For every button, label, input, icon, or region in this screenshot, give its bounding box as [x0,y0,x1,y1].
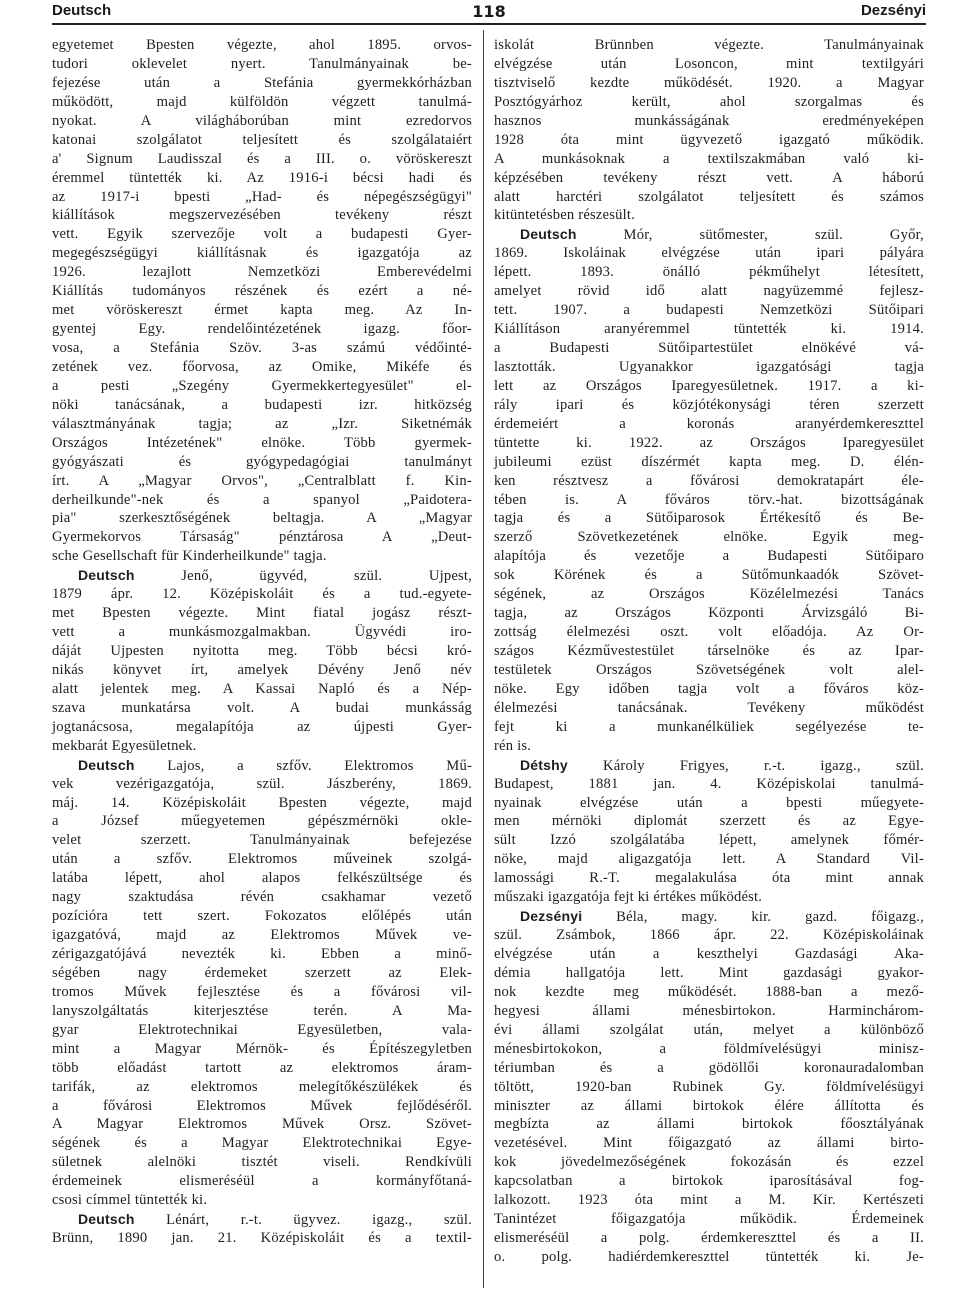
text-line [52,907,472,926]
text-line [52,74,472,93]
text-line [52,55,472,74]
text-line [52,150,472,169]
running-header [52,2,926,24]
text-line [494,1210,924,1229]
text-line [494,1040,924,1059]
entry-name: Dezsényi [520,908,583,925]
text-line [494,566,924,585]
line-text: szül. Zsámbok, 1866 ápr. 22. Középiskoláinak [494,927,924,944]
text-line [494,699,924,718]
entry-name: Deutsch [78,756,135,773]
line-text: műszaki igazgatója fejt ki értékes működést. [494,889,763,906]
line-text: velet szerzett. Tanulmányainak befejezése [52,832,472,849]
line-text: met Bpesten végezte. Mint fiatal jogász részt- [52,605,472,622]
text-line [494,661,924,680]
line-text: men mérnöki diplomát szerzett és az Egye- [494,813,924,830]
line-text: tében is. A főváros törv.-hat. bizottságának [494,491,924,508]
text-line [494,509,924,528]
line-text: dáját Ujpesten nyitotta meg. Több bécsi kró- [52,643,472,659]
line-text: megegészségügyi kiállításnak és igazgatója az [52,245,472,262]
text-line [52,301,472,320]
line-text: érdemeiért a koronás aranyérdemkereszttel [494,415,924,432]
line-text: lalkozott. 1923 óta mint a M. Kir. Kertészeti [494,1192,924,1209]
text-line [52,831,472,850]
line-text: lépett. 1893. önálló pékműhelyt létesített, [494,264,924,281]
text-line [494,983,924,1002]
line-text: pia" szerkesztőségének beltagja. A „Magyar [52,510,472,527]
line-text: alapítója és vezetője a Budapesti Sütőiparo [494,548,924,565]
line-text: nagy szaktudása révén csakhamar vezető [52,889,472,906]
right-column [494,36,924,1267]
text-line [52,585,472,604]
line-text: zetének vez. főorvosa, az Omike, Mikéfe és [52,358,472,375]
line-text: Kiállítás tudományos részének és ezért a né- [52,283,472,300]
text-line [52,964,472,983]
text-line [494,585,924,604]
line-text: hegyesi állami ménesbirtokon. Harminchárom- [494,1002,924,1019]
line-text: 1869. Iskoláinak elvégzése után ipari pályára [494,245,924,262]
text-line [52,1097,472,1116]
text-line [52,888,472,907]
text-line [494,964,924,983]
text-line [52,491,472,510]
text-line [52,358,472,377]
line-text: Tanintézet főigazgatója működik. Érdemeinek [494,1211,924,1228]
text-line [494,472,924,491]
text-line [494,1021,924,1040]
line-text: tett. 1907. a budapesti Nemzetközi Sütőipari [494,302,924,319]
text-line [494,74,924,93]
line-text: után a szfőv. Elektromos műveinek szolgá- [52,851,472,868]
line-text: latába lépett, ahol alapos felkészültsége és [52,870,472,887]
text-line [52,756,472,775]
text-line [494,528,924,547]
text-line [494,339,924,358]
text-line [52,547,472,566]
line-text: ménesbirtokokon, a földmívelésügyi minisz- [494,1040,924,1057]
text-line [494,1248,924,1267]
line-text: gyentej Egy. rendelőintézetének igazg. főor- [52,321,472,338]
line-text: Lénárt, r.-t. ügyvez. igazg., szül. [134,1212,472,1229]
line-text: alatt harctéri szolgálatot teljesített és számos [494,188,924,205]
text-line [494,623,924,642]
line-text: Gyermekorvos Társaság" pénztárosa A „Deut- [52,529,472,546]
text-line [494,1002,924,1021]
line-text: met vöröskereszt érmet kapta meg. Az In- [52,302,472,319]
line-text: egyetemet Bpesten végezte, ahol 1895. orvos- [52,37,472,53]
line-text: nöke, majd aligazgatója lett. A Standard Vil- [494,851,924,868]
line-text: csosi címmel tüntették ki. [52,1192,208,1209]
text-line [52,623,472,642]
line-text: derheilkunde"-nek és a spanyol „Paidotera- [52,491,472,508]
text-line [52,131,472,150]
text-line [494,1153,924,1172]
line-text: éremmel tüntették ki. Az 1916-i bécsi hadi és [52,169,472,186]
line-text: nikás könyvet írt, amelyek Dévény Jenő név [52,661,472,678]
line-text: ségének és a Magyar Elektrotechnikai Egye- [52,1135,472,1152]
text-line [494,642,924,661]
text-line [52,36,472,55]
line-text: A munkásoknak a textilszakmában való ki- [494,150,924,167]
text-line [52,604,472,623]
line-text: hasznos munkásságának eredményeképen [494,112,924,129]
text-line [494,206,924,225]
text-line [494,36,924,55]
text-line [494,1229,924,1248]
text-line [52,983,472,1002]
text-line [494,1059,924,1078]
text-line [494,169,924,188]
line-text: mekbarát Egyesületnek. [52,737,197,754]
text-line [494,1078,924,1097]
line-text: képzésében tevékeny részt vett. A háború [494,169,924,186]
header-right-keyword: Dezsényi [860,2,926,19]
text-line [52,1002,472,1021]
text-line [494,320,924,339]
line-text: tüntette ki. 1922. az Országos Iparegyesület [494,434,924,451]
text-line [52,926,472,945]
text-line [494,831,924,850]
line-text: rén is. [494,737,532,754]
text-line [52,680,472,699]
text-line [52,453,472,472]
line-text: testületek Országos Szövetségének volt alel- [494,661,924,678]
line-text: tériumban és a gödöllői koronauradalomban [494,1059,924,1076]
line-text: lett az Országos Iparegyesületnek. 1917. a ki- [494,377,924,394]
line-text: tagja, az Országos Központi Árvizsgáló Bi- [494,605,924,622]
text-line [494,453,924,472]
entry-name: Deutsch [520,226,577,243]
line-text: élelmezési tanácsának. Tevékeny működést [494,699,924,716]
text-line [52,812,472,831]
text-line [52,434,472,453]
line-text: elvégzése után Losoncon, mint textilgyári [494,55,924,72]
line-text: 1926. lezajlott Nemzetközi Emberevédelmi [52,264,472,281]
text-line [52,415,472,434]
text-line [52,566,472,585]
text-line [494,301,924,320]
line-text: Béla, magy. kir. gazd. főigazg., [582,909,924,926]
text-line [494,131,924,150]
line-text: sült Izzó szolgálatába lépett, amelynek főmér- [494,832,924,849]
text-line [494,244,924,263]
text-line [52,1040,472,1059]
text-line [52,472,472,491]
line-text: 1928 óta mint ügyvezető igazgató működik. [494,131,924,148]
text-line [494,282,924,301]
text-line [52,1021,472,1040]
text-line [494,225,924,244]
line-text: nöki tanácsának, a budapesti izr. hitközség [52,396,472,413]
line-text: kok jövedelmezőségének fokozásán és ezzel [494,1154,924,1171]
text-line [494,491,924,510]
text-line [494,377,924,396]
text-line [52,794,472,813]
line-text: mint a Magyar Mérnök- és Építészegyletben [52,1040,472,1057]
text-line [52,396,472,415]
text-line [494,150,924,169]
line-text: Budapest, 1881 jan. 4. Középiskolai tanulmá- [494,775,924,792]
line-text: alatt jelentek meg. A Kassai Napló és a Nép- [52,680,472,697]
text-line [494,1191,924,1210]
text-line [494,396,924,415]
line-text: vek vezérigazgatója, szül. Jászberény, 1869. [52,775,472,792]
line-text: Mór, sütőmester, szül. Győr, [576,227,924,244]
line-text: 1879 ápr. 12. Középiskoláit és a tud.-egyete- [52,586,472,603]
line-text: miniszter az állami birtokok élére állította és [494,1097,924,1114]
text-line [494,1172,924,1191]
line-text: elismeréséül a polg. érdemkereszttel és a II. [494,1230,924,1247]
text-line [52,188,472,207]
text-line [52,775,472,794]
text-line [494,263,924,282]
text-line [52,869,472,888]
text-line [52,737,472,756]
line-text: évi állami szolgálat után, melyet a különböző [494,1021,924,1038]
text-line [52,339,472,358]
line-text: tisztviselő kezdte működését. 1920. a Magyar [494,74,924,91]
line-text: zottság élelmezési oszt. volt előadója. Az Or- [494,624,924,641]
text-line [52,945,472,964]
text-line [52,661,472,680]
line-text: vett. Egyik szervezője volt a budapesti Gyer- [52,226,472,243]
text-line [494,718,924,737]
text-line [52,263,472,282]
line-text: jogtanácsosa, megalapítója az újpesti Gyer- [52,718,472,735]
line-text: vett a munkásmozgalmakban. Ügyvédi iro- [52,624,472,641]
line-text: gyógyászati és gyógypedagógiai tanulmányt [52,453,472,470]
text-line [494,756,924,775]
text-line [52,282,472,301]
line-text: írt. A „Magyar Orvos", „Centralblatt f. Kin- [52,472,472,489]
text-line [52,1229,472,1248]
text-line [494,1115,924,1134]
line-text: szerző Szövetkezetének elnöke. Egyik meg- [494,529,924,546]
line-text: ségének, az Országos Közélelmezési Tanács [494,586,924,603]
line-text: a Budapesti Sütőipartestület elnökévé vá- [494,340,924,356]
line-text: Jenő, ügyvéd, szül. Ujpest, [134,568,472,585]
line-text: működött, majd külföldön végzett tanulmá- [52,93,472,110]
text-line [494,188,924,207]
line-text: démia hallgatója lett. Mint gazdasági gyakor- [494,964,924,981]
line-text: o. polg. hadiérdemkereszttel tüntették ki. Je- [494,1249,924,1265]
text-line [52,1115,472,1134]
text-line [494,604,924,623]
line-text: Kiállításon aranyéremmel tüntették ki. 1914. [494,321,924,338]
line-text: katonai szolgálatot teljesített és szolgálataiért [52,131,472,148]
text-line [494,93,924,112]
line-text: iskolát Brünnben végezte. Tanulmányainak [494,37,924,53]
line-text: a fővárosi Elektromos Művek fejlődéséről. [52,1097,472,1114]
text-line [52,718,472,737]
text-line [494,1134,924,1153]
left-column [52,36,472,1248]
text-line [494,888,924,907]
line-text: elvégzése után a keszthelyi Gazdasági Aka- [494,946,924,962]
line-text: Károly Frigyes, r.-t. igazg., szül. [567,757,924,774]
line-text: sche Gesellschaft für Kinderheilkunde" tagja. [52,548,327,565]
text-line [52,93,472,112]
line-text: Posztógyárhoz került, ahol szorgalmas és [494,93,924,110]
text-line [52,244,472,263]
text-line [494,112,924,131]
text-line [52,1172,472,1191]
text-line [52,1059,472,1078]
line-text: gyar Elektrotechnikai Egyesületben, vala- [52,1021,472,1038]
text-line [494,926,924,945]
line-text: Brünn, 1890 jan. 21. Középiskoláit és a textil- [52,1230,472,1247]
text-line [52,642,472,661]
line-text: több előadást tartott az elektromos áram- [52,1059,472,1076]
line-text: a pesti „Szegény Gyermekkertegyesület" el- [52,377,472,394]
line-text: fejezése után a Stefánia gyermekkórházban [52,74,472,91]
text-line [52,1191,472,1210]
line-text: tagja és a Sütőiparosok Értékesítő és Be- [494,510,924,527]
line-text: nyainak elvégzése után a bpesti műegyete- [494,794,924,811]
text-line [52,850,472,869]
text-line [52,1210,472,1229]
line-text: tudori oklevelet nyert. Tanulmányainak be- [52,55,472,72]
header-rule [52,23,926,25]
text-line [494,415,924,434]
line-text: érdemeinek elismeréséül a kormányfőtaná- [52,1173,472,1190]
line-text: a' Signum Laudisszal és a III. o. vöröskereszt [52,150,472,167]
line-text: Országos Intézetének" elnöke. Több gyermek- [52,434,472,451]
text-line [52,112,472,131]
line-text: igazgatóvá, majd az Elektromos Művek ve- [52,927,472,944]
text-line [494,434,924,453]
text-line [52,1153,472,1172]
line-text: nyokat. A világháborúban mint ezredorvos [52,112,472,129]
text-line [52,206,472,225]
text-line [494,680,924,699]
line-text: töltött, 1920-ban Rubinek Gy. földmívelésügyi [494,1078,924,1095]
text-line [52,509,472,528]
line-text: lanyszolgáltatás kiterjesztése terén. A Ma- [52,1002,472,1019]
line-text: szágos Kézművestestület társelnöke és az Ipar- [494,643,924,659]
line-text: ken résztvesz a fővárosi demokratapárt éle- [494,472,924,489]
text-line [494,55,924,74]
entry-name: Deutsch [78,1211,135,1228]
text-line [494,850,924,869]
line-text: kitüntetésben részesült. [494,207,635,224]
line-text: lasztották. Ugyanakkor igazgatósági tagja [494,358,924,375]
line-text: nok kezdte meg működését. 1888-ban a mező- [494,983,924,1000]
line-text: a József műegyetemen gépészmérnöki okle- [52,813,472,830]
text-line [52,169,472,188]
line-text: amelyet rövid idő alatt nagyüzemmé fejlesz- [494,283,924,300]
line-text: az 1917-i bpesti „Had- és népegészségügyi" [52,188,472,205]
line-text: kiállítások megszervezésében tevékeny részt [52,207,472,224]
line-text: ségében nagy érdemeket szerzett az Elek- [52,964,472,981]
line-text: rály ipari és közjótékonysági téren szerzett [494,396,924,413]
page-number: 118 [472,2,506,21]
line-text: sületnek alelnöki tisztét viseli. Rendkívüli [52,1154,472,1171]
line-text: Lajos, a szfőv. Elektromos Mű- [134,757,472,774]
line-text: vezetésével. Mint főigazgató az állami birto- [494,1135,924,1152]
line-text: tarifák, az elektromos melegítőkészülékek és [52,1078,472,1095]
header-left-keyword: Deutsch [52,2,112,19]
text-line [52,528,472,547]
line-text: A Magyar Elektromos Művek Orsz. Szövet- [52,1116,472,1133]
text-line [52,320,472,339]
line-text: vosa, a Stefánia Szöv. 3-as számú védőinté- [52,340,472,356]
column-divider [483,30,484,1288]
line-text: zérigazgatójává nevezték ki. Ebben a minő- [52,946,472,962]
line-text: máj. 14. Középiskoláit Bpesten végezte, majd [52,794,472,811]
text-line [494,1097,924,1116]
text-line [494,869,924,888]
text-line [494,812,924,831]
text-line [494,358,924,377]
line-text: pozícióra tett szert. Fokozatos előlépés után [52,908,472,925]
line-text: jubileumi ezüst díszérmét kapta meg. D. élén- [494,453,924,470]
text-line [52,699,472,718]
line-text: szava munkatársa volt. A budai munkásság [52,699,472,716]
text-line [494,737,924,756]
text-line [52,1078,472,1097]
text-line [494,547,924,566]
text-line [52,225,472,244]
text-line [494,775,924,794]
entry-name: Détshy [520,756,568,773]
text-line [52,1134,472,1153]
line-text: megbízta az állami birtokok főosztályának [494,1116,924,1133]
line-text: nöke. Egy időben tagja volt a főváros köz- [494,680,924,697]
text-line [52,377,472,396]
line-text: sok Körének és a Sütőmunkaadók Szövet- [494,567,924,584]
text-line [494,794,924,813]
text-line [494,945,924,964]
line-text: választmányának tagja; az „Izr. Siketnémák [52,415,472,432]
line-text: fejt ki a munkanélküliek segélyezése te- [494,718,924,735]
entry-name: Deutsch [78,567,135,584]
text-line [494,907,924,926]
line-text: tromos Művek fejlesztése és a fővárosi vil- [52,983,472,1000]
line-text: lamossági R.-T. megalakulása óta mint annak [494,870,924,887]
line-text: kapcsolatban a birtokok iparosításával fog- [494,1173,924,1190]
